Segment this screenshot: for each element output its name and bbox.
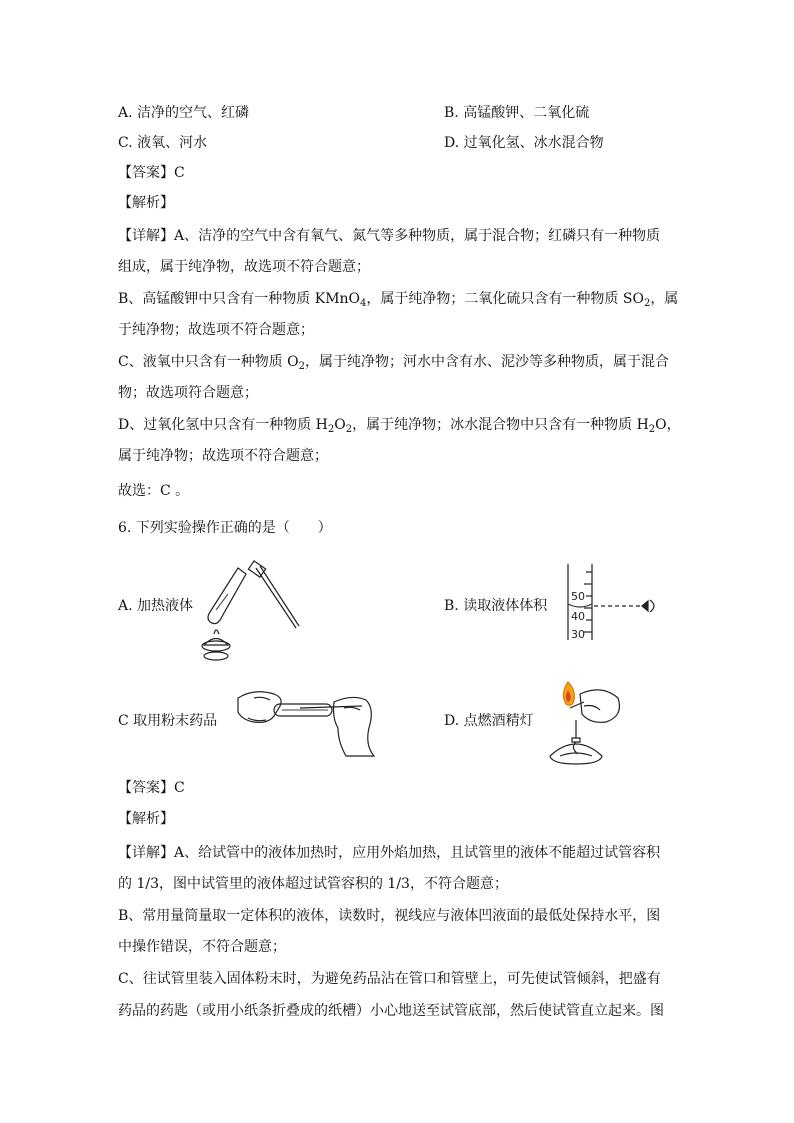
q5-option-c: C. 液氧、河水	[118, 135, 208, 151]
graduated-cylinder-illustration	[562, 562, 662, 642]
text-run: ，属于纯净物；冰水混合物中只含有一种物质 H	[352, 417, 649, 433]
alcohol-lamp-lighting-illustration	[540, 676, 630, 768]
text-run: O	[334, 417, 346, 433]
q5-option-d: D. 过氧化氢、冰水混合物	[444, 135, 604, 151]
q6-detail-line: 药品的药匙（或用小纸条折叠成的纸槽）小心地送至试管底部，然后使试管直立起来。图	[118, 1003, 664, 1019]
q5-conclusion: 故选：C 。	[118, 483, 190, 499]
q6-detail-line: 【详解】A、给试管中的液体加热时，应用外焰加热，且试管里的液体不能超过试管容积	[118, 845, 661, 861]
q5-option-a: A. 洁净的空气、红磷	[118, 105, 250, 121]
q5-detail-line: 物；故选项符合题意；	[118, 385, 258, 401]
q5-detail-line: 【详解】A、洁净的空气中含有氧气、氮气等多种物质，属于混合物；红磷只有一种物质	[118, 228, 661, 244]
q5-analysis-heading: 【解析】	[118, 195, 174, 211]
subscript: 2	[345, 424, 353, 435]
subscript: 2	[648, 424, 656, 435]
q5-detail-line	[118, 351, 669, 378]
q5-detail-line: 属于纯净物；故选项不符合题意；	[118, 448, 328, 464]
subscript: 2	[643, 298, 651, 309]
q6-option-d: D. 点燃酒精灯	[444, 713, 534, 729]
text-run: ，属	[650, 291, 679, 307]
text-run: C、液氧中只含有一种物质 O	[118, 354, 299, 370]
subscript: 4	[360, 298, 367, 309]
text-run: B、高锰酸钾中只含有一种物质 KMnO	[118, 291, 361, 307]
q6-detail-line: 的 1/3，图中试管里的液体超过试管容积的 1/3，不符合题意；	[118, 876, 508, 892]
subscript: 2	[327, 424, 335, 435]
tick-label: 40	[571, 610, 585, 623]
text-run: ，属于纯净物；二氧化硫只含有一种物质 SO	[366, 291, 644, 307]
q6-option-c: C 取用粉末药品	[118, 713, 218, 729]
q6-detail-line: 中操作错误，不符合题意；	[118, 939, 286, 955]
q5-detail-line: 组成，属于纯净物，故选项不符合题意；	[118, 259, 370, 275]
q6-answer: 【答案】C	[118, 780, 185, 796]
q5-option-b: B. 高锰酸钾、二氧化硫	[444, 105, 590, 121]
heating-liquid-illustration	[198, 560, 303, 665]
text-run: O，	[655, 417, 681, 433]
q6-detail-line: C、往试管里装入固体粉末时，为避免药品沾在管口和管壁上，可先使试管倾斜，把盛有	[118, 971, 661, 987]
tick-label: 30	[571, 628, 585, 641]
q6-stem: 6. 下列实验操作正确的是（ ）	[118, 520, 332, 536]
q6-analysis-heading: 【解析】	[118, 811, 174, 827]
q6-option-b: B. 读取液体体积	[444, 598, 548, 614]
q6-option-a: A. 加热液体	[118, 598, 194, 614]
q5-detail-line: 于纯净物；故选项不符合题意；	[118, 322, 314, 338]
q5-detail-line	[118, 288, 678, 315]
q5-detail-line	[118, 414, 681, 441]
text-run: ，属于纯净物；河水中含有水、泥沙等多种物质，属于混合	[305, 354, 670, 370]
q6-detail-line: B、常用量筒量取一定体积的液体，读数时，视线应与液体凹液面的最低处保持水平，图	[118, 908, 661, 924]
subscript: 2	[298, 361, 306, 372]
tick-label: 50	[571, 590, 585, 603]
q5-answer: 【答案】C	[118, 165, 185, 181]
text-run: D、过氧化氢中只含有一种物质 H	[118, 417, 328, 433]
powder-transfer-illustration	[234, 684, 380, 760]
